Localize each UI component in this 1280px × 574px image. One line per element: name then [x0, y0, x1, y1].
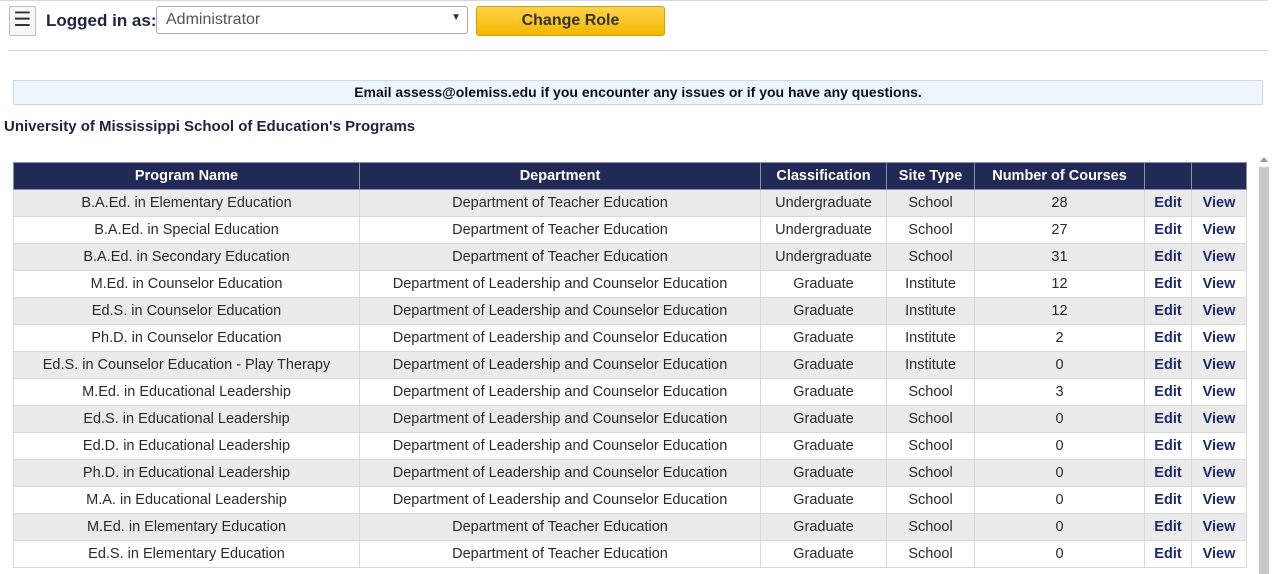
classification-cell: Graduate	[761, 379, 887, 406]
course-count-cell: 0	[975, 514, 1145, 541]
view-link[interactable]: View	[1192, 352, 1247, 379]
column-header[interactable]: Number of Courses	[975, 163, 1145, 190]
course-count-cell: 2	[975, 325, 1145, 352]
course-count-cell: 12	[975, 298, 1145, 325]
site-type-cell: School	[887, 487, 975, 514]
table-row	[14, 271, 1247, 298]
edit-link[interactable]: Edit	[1145, 379, 1192, 406]
program-name-cell: M.Ed. in Elementary Education	[14, 514, 360, 541]
view-link[interactable]: View	[1192, 487, 1247, 514]
view-link[interactable]: View	[1192, 379, 1247, 406]
department-cell: Department of Leadership and Counselor Education	[360, 298, 761, 325]
table-row	[14, 433, 1247, 460]
vertical-scrollbar[interactable]	[1258, 157, 1270, 574]
course-count-cell: 3	[975, 379, 1145, 406]
edit-link[interactable]: Edit	[1145, 460, 1192, 487]
department-cell: Department of Teacher Education	[360, 244, 761, 271]
classification-cell: Undergraduate	[761, 217, 887, 244]
programs-table	[13, 162, 1247, 568]
classification-cell: Graduate	[761, 352, 887, 379]
edit-link[interactable]: Edit	[1145, 298, 1192, 325]
classification-cell: Graduate	[761, 514, 887, 541]
table-row	[14, 406, 1247, 433]
site-type-cell: School	[887, 379, 975, 406]
page-title: University of Mississippi School of Education's Programs	[4, 118, 416, 135]
classification-cell: Graduate	[761, 433, 887, 460]
view-link[interactable]: View	[1192, 514, 1247, 541]
department-cell: Department of Teacher Education	[360, 217, 761, 244]
view-link[interactable]: View	[1192, 217, 1247, 244]
classification-cell: Graduate	[761, 460, 887, 487]
edit-link[interactable]: Edit	[1145, 352, 1192, 379]
classification-cell: Graduate	[761, 487, 887, 514]
column-header[interactable]: Department	[360, 163, 761, 190]
column-header[interactable]: Program Name	[14, 163, 360, 190]
edit-link[interactable]: Edit	[1145, 271, 1192, 298]
program-name-cell: Ed.S. in Educational Leadership	[14, 406, 360, 433]
table-header-row	[14, 163, 1247, 190]
table-row	[14, 514, 1247, 541]
edit-link[interactable]: Edit	[1145, 244, 1192, 271]
department-cell: Department of Leadership and Counselor Education	[360, 325, 761, 352]
course-count-cell: 0	[975, 487, 1145, 514]
view-link[interactable]: View	[1192, 460, 1247, 487]
view-link[interactable]: View	[1192, 271, 1247, 298]
top-bar	[0, 0, 1268, 47]
column-header	[1192, 163, 1247, 190]
table-row	[14, 217, 1247, 244]
view-link[interactable]: View	[1192, 190, 1247, 217]
site-type-cell: Institute	[887, 298, 975, 325]
logged-in-label: Logged in as:	[46, 11, 157, 30]
site-type-cell: Institute	[887, 352, 975, 379]
site-type-cell: School	[887, 217, 975, 244]
view-link[interactable]: View	[1192, 298, 1247, 325]
edit-link[interactable]: Edit	[1145, 190, 1192, 217]
classification-cell: Graduate	[761, 541, 887, 568]
program-name-cell: Ph.D. in Educational Leadership	[14, 460, 360, 487]
site-type-cell: School	[887, 406, 975, 433]
table-row	[14, 541, 1247, 568]
program-name-cell: M.Ed. in Educational Leadership	[14, 379, 360, 406]
classification-cell: Graduate	[761, 271, 887, 298]
site-type-cell: School	[887, 433, 975, 460]
table-body	[14, 190, 1247, 568]
department-cell: Department of Teacher Education	[360, 514, 761, 541]
program-name-cell: Ed.S. in Elementary Education	[14, 541, 360, 568]
edit-link[interactable]: Edit	[1145, 514, 1192, 541]
contact-notice: Email assess@olemiss.edu if you encounter any issues or if you have any questions.	[13, 80, 1263, 105]
column-header[interactable]: Classification	[761, 163, 887, 190]
table-row	[14, 298, 1247, 325]
view-link[interactable]: View	[1192, 406, 1247, 433]
classification-cell: Graduate	[761, 406, 887, 433]
table-row	[14, 460, 1247, 487]
department-cell: Department of Leadership and Counselor Education	[360, 352, 761, 379]
change-role-button[interactable]: Change Role	[476, 6, 665, 36]
site-type-cell: Institute	[887, 271, 975, 298]
classification-cell: Graduate	[761, 298, 887, 325]
course-count-cell: 0	[975, 406, 1145, 433]
edit-link[interactable]: Edit	[1145, 406, 1192, 433]
department-cell: Department of Leadership and Counselor Education	[360, 433, 761, 460]
table-row	[14, 352, 1247, 379]
site-type-cell: School	[887, 190, 975, 217]
scroll-up-arrow-icon[interactable]	[1260, 157, 1268, 162]
view-link[interactable]: View	[1192, 325, 1247, 352]
site-type-cell: School	[887, 460, 975, 487]
dropdown-arrow-icon: ▼	[451, 12, 461, 23]
column-header	[1145, 163, 1192, 190]
program-name-cell: M.A. in Educational Leadership	[14, 487, 360, 514]
table-row	[14, 190, 1247, 217]
view-link[interactable]: View	[1192, 244, 1247, 271]
view-link[interactable]: View	[1192, 541, 1247, 568]
scroll-thumb[interactable]	[1259, 167, 1269, 574]
site-type-cell: School	[887, 244, 975, 271]
course-count-cell: 0	[975, 541, 1145, 568]
classification-cell: Graduate	[761, 325, 887, 352]
department-cell: Department of Leadership and Counselor Education	[360, 406, 761, 433]
edit-link[interactable]: Edit	[1145, 217, 1192, 244]
program-name-cell: B.A.Ed. in Secondary Education	[14, 244, 360, 271]
classification-cell: Undergraduate	[761, 244, 887, 271]
edit-link[interactable]: Edit	[1145, 541, 1192, 568]
table-row	[14, 379, 1247, 406]
view-link[interactable]: View	[1192, 433, 1247, 460]
program-name-cell: B.A.Ed. in Elementary Education	[14, 190, 360, 217]
program-name-cell: M.Ed. in Counselor Education	[14, 271, 360, 298]
program-name-cell: Ed.D. in Educational Leadership	[14, 433, 360, 460]
table-row	[14, 325, 1247, 352]
program-name-cell: Ed.S. in Counselor Education	[14, 298, 360, 325]
program-name-cell: Ed.S. in Counselor Education - Play Therapy	[14, 352, 360, 379]
course-count-cell: 28	[975, 190, 1145, 217]
classification-cell: Undergraduate	[761, 190, 887, 217]
course-count-cell: 0	[975, 352, 1145, 379]
site-type-cell: School	[887, 514, 975, 541]
programs-table-container	[13, 162, 1246, 568]
role-select-value: Administrator	[166, 11, 261, 28]
edit-link[interactable]: Edit	[1145, 433, 1192, 460]
department-cell: Department of Leadership and Counselor Education	[360, 271, 761, 298]
table-row	[14, 487, 1247, 514]
site-type-cell: School	[887, 541, 975, 568]
department-cell: Department of Leadership and Counselor Education	[360, 460, 761, 487]
program-name-cell: B.A.Ed. in Special Education	[14, 217, 360, 244]
course-count-cell: 12	[975, 271, 1145, 298]
course-count-cell: 0	[975, 433, 1145, 460]
table-row	[14, 244, 1247, 271]
department-cell: Department of Teacher Education	[360, 190, 761, 217]
role-select[interactable]	[156, 6, 468, 34]
divider	[8, 50, 1268, 51]
department-cell: Department of Leadership and Counselor Education	[360, 379, 761, 406]
program-name-cell: Ph.D. in Counselor Education	[14, 325, 360, 352]
edit-link[interactable]: Edit	[1145, 325, 1192, 352]
hamburger-menu-icon[interactable]: ☰	[9, 6, 36, 36]
course-count-cell: 0	[975, 460, 1145, 487]
course-count-cell: 27	[975, 217, 1145, 244]
edit-link[interactable]: Edit	[1145, 487, 1192, 514]
course-count-cell: 31	[975, 244, 1145, 271]
site-type-cell: Institute	[887, 325, 975, 352]
department-cell: Department of Teacher Education	[360, 541, 761, 568]
department-cell: Department of Leadership and Counselor Education	[360, 487, 761, 514]
column-header[interactable]: Site Type	[887, 163, 975, 190]
